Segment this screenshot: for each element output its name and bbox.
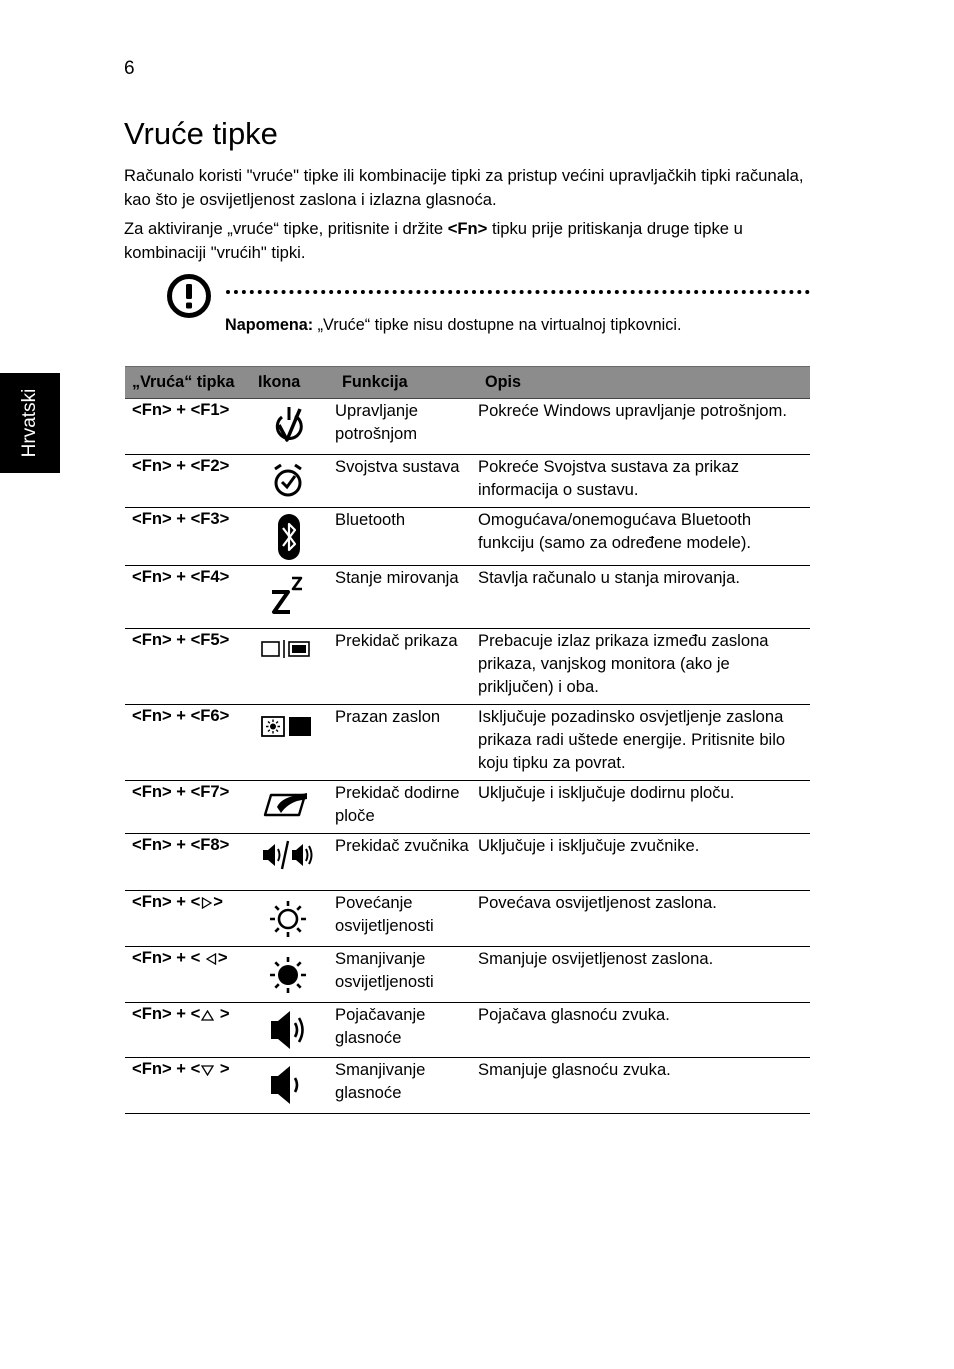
right-triangle-icon <box>201 897 212 909</box>
function-cell: Prekidač prikaza <box>335 629 478 705</box>
hotkey: <Fn> + <F4> <box>125 566 258 629</box>
description-cell: Pokreće Svojstva sustava za prikaz informacija o sustavu. <box>478 455 810 508</box>
intro-paragraph-1: Računalo koristi "vruće" tipke ili kombinacije tipki za pristup većini upravljačkih tipki računala, kao što je osvijetljenost zaslona i izlazna glasnoća. <box>124 166 804 209</box>
hotkey <box>125 1058 258 1114</box>
header-icon: Ikona <box>258 367 335 399</box>
hotkey <box>125 947 258 1003</box>
icon-cell <box>258 1058 335 1114</box>
hotkey: <Fn> + <F3> <box>125 508 258 566</box>
display-toggle-icon <box>260 637 314 663</box>
description-cell: Povećava osvijetljenost zaslona. <box>478 891 810 947</box>
up-triangle-icon <box>201 1010 214 1021</box>
hotkey-suffix: > <box>215 1059 230 1078</box>
function-cell: Smanjivanje osvijetljenosti <box>335 947 478 1003</box>
function-cell: Upravljanje potrošnjom <box>335 399 478 455</box>
language-side-tab <box>0 373 60 473</box>
icon-cell <box>258 508 335 566</box>
table-row <box>125 834 810 891</box>
table-row <box>125 1058 810 1114</box>
power-management-icon <box>268 403 308 447</box>
function-cell: Prazan zaslon <box>335 705 478 781</box>
function-cell: Svojstva sustava <box>335 455 478 508</box>
function-cell: Bluetooth <box>335 508 478 566</box>
sleep-icon <box>268 570 308 616</box>
header-function: Funkcija <box>335 367 478 399</box>
table-row <box>125 1003 810 1058</box>
icon-cell <box>258 781 335 834</box>
intro-paragraph-2 <box>124 217 814 264</box>
icon-cell <box>258 947 335 1003</box>
side-tab-label: Hrvatski <box>19 388 40 458</box>
hotkey-suffix: > <box>217 948 228 967</box>
hotkey: <Fn> + <F6> <box>125 705 258 781</box>
volume-down-icon <box>268 1062 308 1106</box>
function-cell: Stanje mirovanja <box>335 566 478 629</box>
page-number: 6 <box>124 58 135 79</box>
hotkey-prefix: <Fn> + < <box>132 1004 201 1023</box>
hotkey: <Fn> + <F8> <box>125 834 258 891</box>
description-cell: Uključuje i isključuje dodirnu ploču. <box>478 781 810 834</box>
function-cell: Prekidač zvučnika <box>335 834 478 891</box>
left-triangle-icon <box>206 953 217 965</box>
intro-p2-text-end: tipku prije pritiskanja druge tipke u kombinaciji "vrućih" tipki. <box>124 219 743 262</box>
description-cell: Pokreće Windows upravljanje potrošnjom. <box>478 399 810 455</box>
intro-p2-text: Za aktiviranje „vruće“ tipke, pritisnite i držite <box>124 219 448 238</box>
table-row <box>125 891 810 947</box>
description-cell: Smanjuje osvijetljenost zaslona. <box>478 947 810 1003</box>
system-properties-icon <box>268 459 308 501</box>
description-cell: Smanjuje glasnoću zvuka. <box>478 1058 810 1114</box>
hotkey: <Fn> + <F2> <box>125 455 258 508</box>
hotkey <box>125 891 258 947</box>
hotkey-prefix: <Fn> + < <box>132 948 205 967</box>
icon-cell <box>258 1003 335 1058</box>
icon-cell <box>258 455 335 508</box>
note-divider <box>226 290 810 294</box>
table-row <box>125 705 810 781</box>
hotkey: <Fn> + <F5> <box>125 629 258 705</box>
brightness-up-icon <box>268 895 308 939</box>
note-text <box>225 316 681 335</box>
table-row <box>125 508 810 566</box>
table-row <box>125 399 810 455</box>
icon-cell <box>258 834 335 891</box>
speaker-toggle-icon <box>260 838 314 872</box>
icon-cell <box>258 705 335 781</box>
hotkey-prefix: <Fn> + < <box>132 1059 201 1078</box>
icon-cell <box>258 399 335 455</box>
down-triangle-icon <box>201 1065 214 1076</box>
description-cell: Omogućava/onemogućava Bluetooth funkciju (samo za određene modele). <box>478 508 810 566</box>
hotkey <box>125 1003 258 1058</box>
fn-key-label: <Fn> <box>447 219 488 238</box>
description-cell: Isključuje pozadinsko osvjetljenje zaslona prikaza radi uštede energije. Pritisnite bilo koju tipku za povrat. <box>478 705 810 781</box>
hotkeys-table <box>125 366 810 1114</box>
table-row <box>125 629 810 705</box>
description-cell: Prebacuje izlaz prikaza između zaslona prikaza, vanjskog monitora (ako je priključen) i oba. <box>478 629 810 705</box>
brightness-down-icon <box>268 951 308 995</box>
note-label: Napomena: <box>225 316 314 334</box>
table-row <box>125 566 810 629</box>
description-cell: Uključuje i isključuje zvučnike. <box>478 834 810 891</box>
table-header-row <box>125 367 810 399</box>
screen-blank-icon <box>260 713 314 741</box>
hotkey: <Fn> + <F1> <box>125 399 258 455</box>
hotkey-suffix: > <box>213 892 223 911</box>
icon-cell <box>258 566 335 629</box>
hotkey-suffix: > <box>215 1004 230 1023</box>
table-row <box>125 455 810 508</box>
icon-cell <box>258 891 335 947</box>
hotkey-prefix: <Fn> + < <box>132 892 201 911</box>
function-cell: Smanjivanje glasnoće <box>335 1058 478 1114</box>
icon-cell <box>258 629 335 705</box>
page-title: Vruće tipke <box>124 116 278 151</box>
header-description: Opis <box>478 367 810 399</box>
function-cell: Prekidač dodirne ploče <box>335 781 478 834</box>
hotkey: <Fn> + <F7> <box>125 781 258 834</box>
table-row <box>125 781 810 834</box>
note-body: „Vruće“ tipke nisu dostupne na virtualnoj tipkovnici. <box>313 316 682 334</box>
exclamation-circle-icon <box>166 273 212 319</box>
description-cell: Stavlja računalo u stanja mirovanja. <box>478 566 810 629</box>
function-cell: Pojačavanje glasnoće <box>335 1003 478 1058</box>
touchpad-toggle-icon <box>263 785 313 819</box>
volume-up-icon <box>268 1007 308 1051</box>
function-cell: Povećanje osvijetljenosti <box>335 891 478 947</box>
description-cell: Pojačava glasnoću zvuka. <box>478 1003 810 1058</box>
header-key: „Vruća“ tipka <box>125 367 258 399</box>
table-row <box>125 947 810 1003</box>
bluetooth-icon <box>268 512 308 562</box>
